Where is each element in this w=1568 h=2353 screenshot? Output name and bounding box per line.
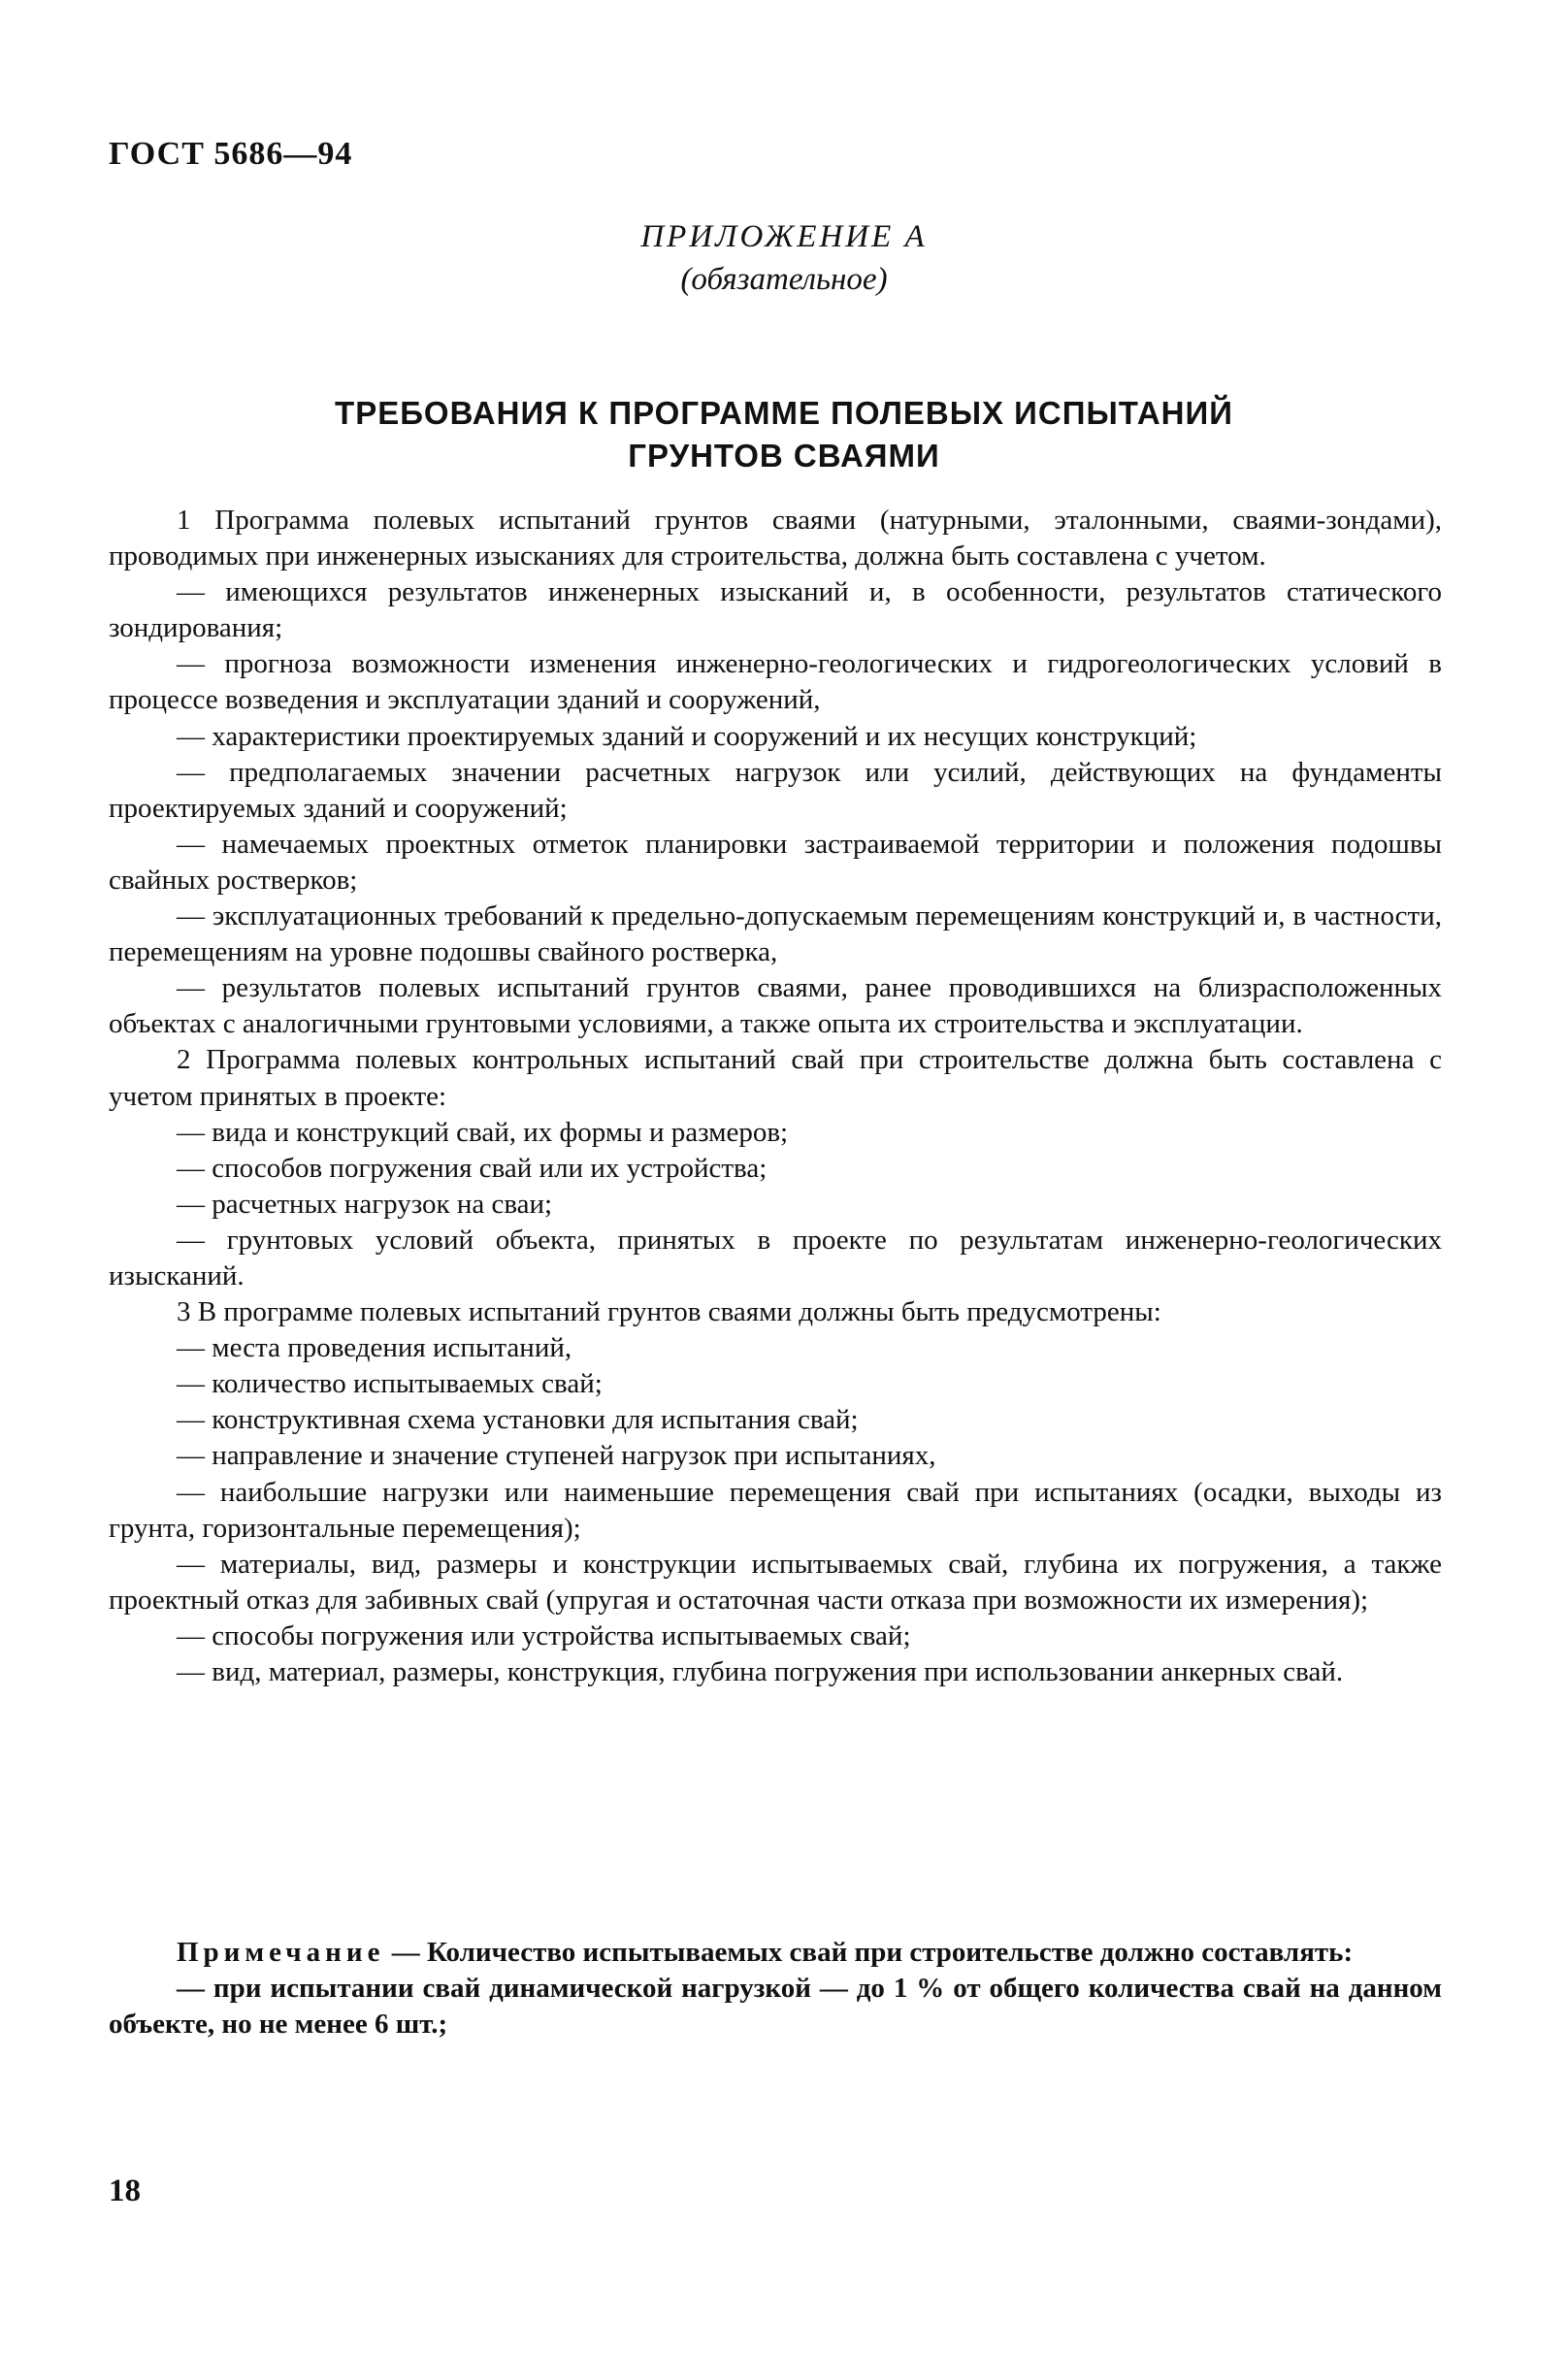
paragraph: 3 В программе полевых испытаний грунтов сваями должны быть предусмотрены: (177, 1296, 1161, 1328)
paragraph: 1 Программа полевых испытаний грунтов сваями (натурными, эталонными, сваями-зондами), проводимых при инженерных изысканиях для строительства, должна быть составлена с учетом. (109, 505, 1442, 572)
paragraph: — способы погружения или устройства испытываемых свай; (177, 1619, 911, 1651)
paragraph: — расчетных нагрузок на сваи; (177, 1188, 553, 1220)
body-text (109, 503, 1442, 1690)
paragraph: — прогноза возможности изменения инженерно-геологических и гидрогеологических условий в процессе возведения и эксплуатации зданий и сооружений, (109, 648, 1442, 716)
paragraph: — материалы, вид, размеры и конструкции испытываемых свай, глубина их погружения, а также проектный отказ для забивных свай (упругая и остаточная части отказа при возможности их измерения); (109, 1548, 1442, 1616)
paragraph: — способов погружения свай или их устройства; (177, 1152, 768, 1184)
paragraph: — количество испытываемых свай; (177, 1368, 603, 1400)
paragraph: — грунтовых условий объекта, принятых в проекте по результатам инженерно-геологических изысканий. (109, 1224, 1442, 1291)
appendix-status: (обязательное) (680, 262, 888, 297)
section-title-line-2: ГРУНТОВ СВАЯМИ (628, 438, 940, 474)
paragraph: — намечаемых проектных отметок планировки застраиваемой территории и положения подошвы свайных ростверков; (109, 828, 1442, 896)
page-number: 18 (109, 2173, 141, 2208)
paragraph: — эксплуатационных требований к предельно-допускаемым перемещениям конструкций и, в частности, перемещениям на уровне подошвы свайного ростверка, (109, 900, 1442, 968)
note-intro (109, 1935, 1442, 1971)
paragraph: — конструктивная схема установки для испытания свай; (177, 1404, 859, 1436)
paragraph: — наибольшие нагрузки или наименьшие перемещения свай при испытаниях (осадки, выходы из грунта, горизонтальные перемещения); (109, 1476, 1442, 1544)
paragraph: — вид, материал, размеры, конструкция, глубина погружения при использовании анкерных свай. (177, 1656, 1344, 1687)
note-intro-text: — Количество испытываемых свай при строительстве должно составлять: (384, 1937, 1354, 1968)
note-item: — при испытании свай динамической нагрузкой — до 1 % от общего количества свай на данном объекте, но не менее 6 шт.; (109, 1973, 1442, 2040)
paragraph: — характеристики проектируемых зданий и сооружений и их несущих конструкций; (177, 720, 1197, 752)
appendix-heading (0, 215, 1568, 301)
paragraph: — вида и конструкций свай, их формы и размеров; (177, 1116, 789, 1148)
paragraph: — результатов полевых испытаний грунтов сваями, ранее проводившихся на близрасположенных объектах с аналогичными грунтовыми условиями, а также опыта их строительства и эксплуатации. (109, 972, 1442, 1040)
note-block (109, 1935, 1442, 2043)
appendix-label: ПРИЛОЖЕНИЕ А (640, 219, 928, 254)
paragraph: — направление и значение ступеней нагрузок при испытаниях, (177, 1440, 936, 1472)
section-title-line-1: ТРЕБОВАНИЯ К ПРОГРАММЕ ПОЛЕВЫХ ИСПЫТАНИЙ (335, 395, 1233, 431)
note-label: Примечание (177, 1937, 385, 1968)
paragraph: — места проведения испытаний, (177, 1332, 572, 1364)
document-code: ГОСТ 5686—94 (109, 136, 353, 172)
paragraph: — предполагаемых значении расчетных нагрузок или усилий, действующих на фундаменты проектируемых зданий и сооружений; (109, 756, 1442, 824)
section-title (0, 392, 1568, 477)
paragraph: 2 Программа полевых контрольных испытаний свай при строительстве должна быть составлена с учетом принятых в проекте: (109, 1044, 1442, 1112)
paragraph: — имеющихся результатов инженерных изысканий и, в особенности, результатов статического зондирования; (109, 576, 1442, 644)
